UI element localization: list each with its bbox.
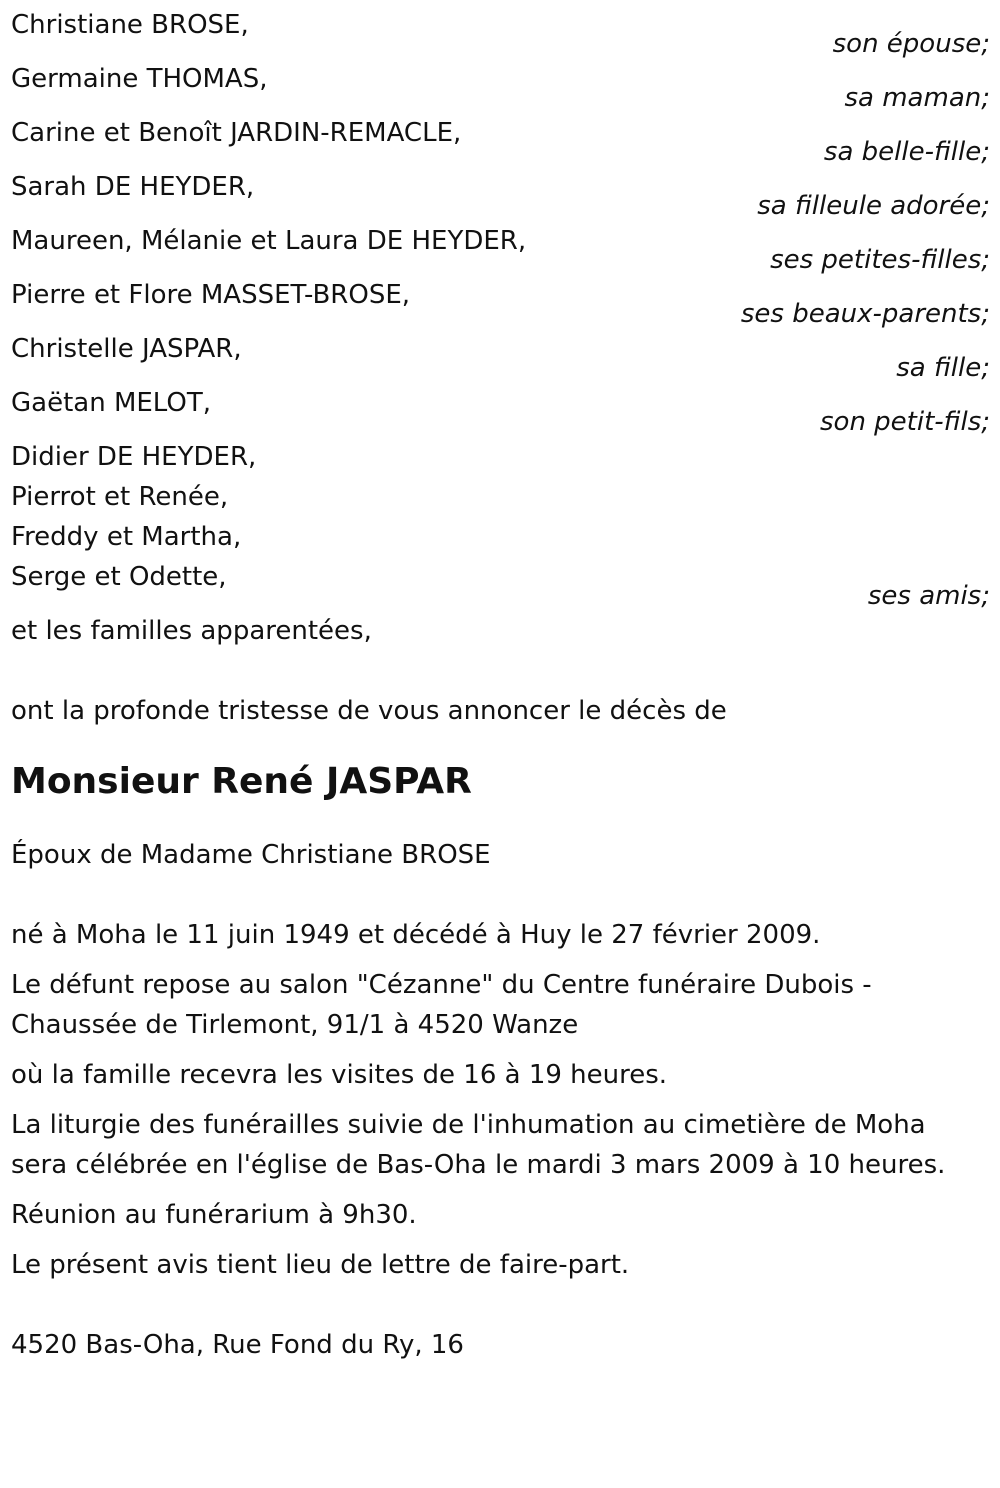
mourner-relation: ses beaux-parents;: [740, 299, 990, 329]
mourner-name: Sarah DE HEYDER,: [11, 172, 255, 202]
mourner-name: Christelle JASPAR,: [11, 334, 242, 364]
mourner-relation: sa belle-fille;: [823, 137, 990, 167]
mourner-entry: [11, 113, 990, 169]
mourner-entry: [11, 383, 990, 439]
mourner-name: Christiane BROSE,: [11, 10, 249, 40]
address-line: 4520 Bas-Oha, Rue Fond du Ry, 16: [11, 1330, 464, 1360]
mourner-name: Pierrot et Renée,: [11, 482, 229, 512]
mourner-relation: sa filleule adorée;: [757, 191, 990, 221]
repose-line: Chaussée de Tirlemont, 91/1 à 4520 Wanze: [11, 1010, 579, 1040]
spouse-line: Époux de Madame Christiane BROSE: [11, 840, 491, 870]
mourner-entry: [11, 221, 990, 277]
announcement-text: ont la profonde tristesse de vous annoncer le décès de: [11, 696, 727, 726]
spacer: [11, 875, 990, 915]
mourner-name: Didier DE HEYDER,: [11, 442, 257, 472]
spacer: [11, 651, 990, 691]
spacer: [11, 1235, 990, 1245]
mourner-name: Freddy et Martha,: [11, 522, 242, 552]
spacer: [11, 1045, 990, 1055]
liturgy-line: sera célébrée en l'église de Bas-Oha le mardi 3 mars 2009 à 10 heures.: [11, 1150, 946, 1180]
spacer: [11, 955, 990, 965]
liturgy-line: La liturgie des funérailles suivie de l'inhumation au cimetière de Moha: [11, 1110, 926, 1140]
mourner-entry: [11, 329, 990, 385]
mourner-relation: son petit-fils;: [819, 407, 990, 437]
mourner-relation: sa maman;: [844, 83, 990, 113]
mourner-entry: [11, 5, 990, 61]
meeting-line: Réunion au funérarium à 9h30.: [11, 1200, 417, 1230]
mourner-relation: son épouse;: [832, 29, 990, 59]
mourner-entry: [11, 59, 990, 115]
mourner-name: Gaëtan MELOT,: [11, 388, 211, 418]
spacer: [11, 1185, 990, 1195]
mourner-relation: sa fille;: [896, 353, 990, 383]
families-line: et les familles apparentées,: [11, 616, 372, 646]
obituary-page: [0, 5, 1000, 1365]
birth-death-line: né à Moha le 11 juin 1949 et décédé à Huy le 27 février 2009.: [11, 920, 821, 950]
spacer: [11, 1285, 990, 1325]
visits-line: où la famille recevra les visites de 16 à 19 heures.: [11, 1060, 668, 1090]
deceased-name: Monsieur René JASPAR: [11, 761, 472, 802]
repose-line: Le défunt repose au salon "Cézanne" du Centre funéraire Dubois -: [11, 970, 872, 1000]
mourner-name: Maureen, Mélanie et Laura DE HEYDER,: [11, 226, 527, 256]
spacer: [11, 1095, 990, 1105]
notice-line: Le présent avis tient lieu de lettre de faire-part.: [11, 1250, 630, 1280]
mourner-relation: ses petites-filles;: [770, 245, 990, 275]
mourner-name: Germaine THOMAS,: [11, 64, 268, 94]
mourner-entry: [11, 437, 990, 613]
mourner-entry: [11, 167, 990, 223]
spacer: [11, 807, 990, 835]
mourner-name: Pierre et Flore MASSET-BROSE,: [11, 280, 411, 310]
mourner-name: Carine et Benoît JARDIN-REMACLE,: [11, 118, 462, 148]
mourner-relation: ses amis;: [867, 581, 990, 611]
mourner-name: Serge et Odette,: [11, 562, 227, 592]
mourner-entry: [11, 275, 990, 331]
